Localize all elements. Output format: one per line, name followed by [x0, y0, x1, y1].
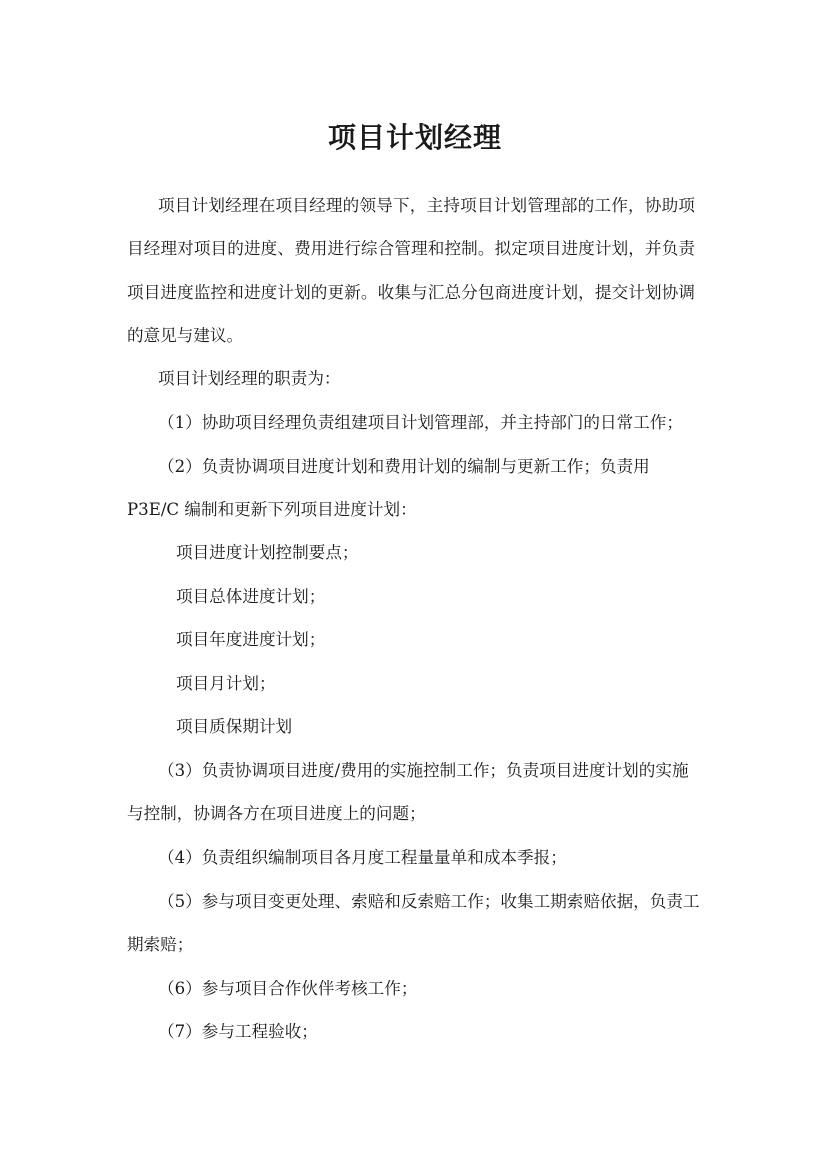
plan-item: 项目质保期计划 — [176, 717, 293, 736]
duty-item-3: （3）负责协调项目进度/费用的实施控制工作；负责项目进度计划的实施 — [158, 761, 689, 780]
duties-heading: 项目计划经理的职责为： — [158, 369, 341, 388]
intro-line: 的意见与建议。 — [127, 326, 244, 345]
intro-line: 项目计划经理在项目经理的领导下，主持项目计划管理部的工作，协助项 — [158, 196, 695, 215]
duty-item-5: （5）参与项目变更处理、索赔和反索赔工作；收集工期索赔依据，负责工 — [158, 892, 700, 911]
plan-item: 项目月计划； — [176, 674, 276, 693]
duty-item-2: （2）负责协调项目进度计划和费用计划的编制与更新工作；负责用 — [158, 457, 650, 476]
duty-item-4: （4）负责组织编制项目各月度工程量量单和成本季报； — [158, 848, 567, 867]
page-title: 项目计划经理 — [327, 121, 502, 154]
intro-line: 目经理对项目的进度、费用进行综合管理和控制。拟定项目进度计划，并负责 — [127, 239, 695, 258]
duty-item-3-cont: 与控制，协调各方在项目进度上的问题； — [127, 804, 426, 823]
plan-item: 项目进度计划控制要点； — [176, 543, 359, 562]
plan-item: 项目总体进度计划； — [176, 587, 326, 606]
duty-item-1: （1）协助项目经理负责组建项目计划管理部，并主持部门的日常工作； — [158, 413, 683, 432]
duty-item-2-cont: P3E/C 编制和更新下列项目进度计划： — [127, 500, 417, 519]
duty-item-6: （6）参与项目合作伙伴考核工作； — [158, 979, 418, 998]
duty-item-5-cont: 期索赔； — [127, 935, 194, 954]
duty-item-7: （7）参与工程验收； — [158, 1022, 318, 1041]
plan-item: 项目年度进度计划； — [176, 630, 326, 649]
intro-line: 项目进度监控和进度计划的更新。收集与汇总分包商进度计划，提交计划协调 — [127, 283, 695, 302]
